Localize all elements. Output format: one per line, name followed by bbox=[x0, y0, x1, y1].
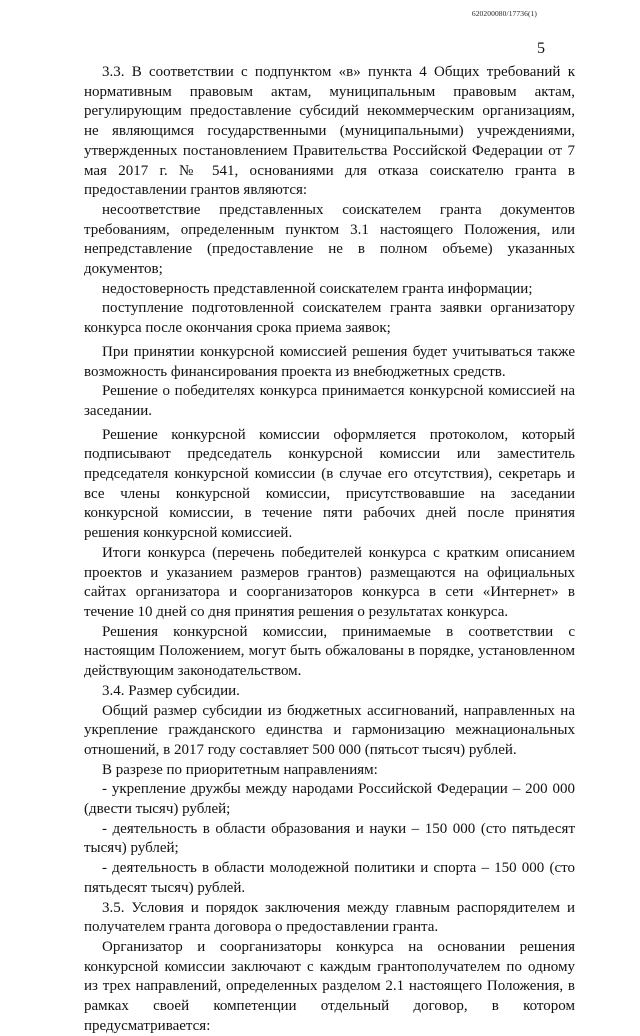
list-item-education-science: - деятельность в области образования и науки – 150 000 (сто пятьдесят тысяч) рублей; bbox=[84, 820, 575, 857]
paragraph-results-publication: Итоги конкурса (перечень победителей конкурса с кратким описанием проектов и указанием размеров грантов) размещаются на официальных сайтах организатора и соорганизаторов конкурса в сети «Интернет» в течение 10 дней со дня принятия решения о результатах конкурса. bbox=[84, 544, 575, 620]
paragraph-ground-unreliable-info: недостоверность представленной соискателем гранта информации; bbox=[102, 280, 533, 297]
document-body bbox=[84, 63, 575, 1036]
paragraph-extrabudgetary-funding: При принятии конкурсной комиссией решения будет учитываться также возможность финансирования проекта из внебюджетных средств. bbox=[84, 343, 575, 380]
paragraph-contract-conclusion: Организатор и соорганизаторы конкурса на основании решения конкурсной комиссии заключают с каждым грантополучателем по одному из трех направлений, определенных разделом 2.1 настоящего Положения, в рамках своей компетенции отдельный договор, в котором предусматривается: bbox=[84, 938, 575, 1034]
paragraph-ground-late-submission: поступление подготовленной соискателем гранта заявки организатору конкурса после окончания срока приема заявок; bbox=[84, 300, 575, 337]
paragraph-3-5-heading: 3.5. Условия и порядок заключения между главным распорядителем и получателем гранта договора о предоставлении гранта. bbox=[84, 899, 575, 936]
paragraph-priority-directions: В разрезе по приоритетным направлениям: bbox=[102, 761, 378, 778]
paragraph-winners-decision: Решение о победителях конкурса принимается конкурсной комиссией на заседании. bbox=[84, 383, 575, 419]
paragraph-appeal: Решения конкурсной комиссии, принимаемые в соответствии с настоящим Положением, могут быть обжалованы в порядке, установленном действующим законодательством. bbox=[84, 623, 575, 680]
page-number: 5 bbox=[537, 40, 545, 57]
list-item-friendship: - укрепление дружбы между народами Российской Федерации – 200 000 (двести тысяч) рублей; bbox=[84, 781, 575, 818]
document-registration-code: 620200080/17736(1) bbox=[471, 9, 537, 18]
list-item-youth-sport: - деятельность в области молодежной политики и спорта – 150 000 (сто пятьдесят тысяч) рублей. bbox=[84, 860, 575, 896]
paragraph-3-3: 3.3. В соответствии с подпунктом «в» пункта 4 Общих требований к нормативным правовым актам, муниципальным правовым актам, регулирующим предоставление субсидий некоммерческим организациям, не являющимся государственными (муниципальными) учреждениями, утвержденных постановлением Правительства Российской Федерации от 7 мая 2017 г. № 541, основаниями для отказа соискателю гранта в предоставлении грантов являются: bbox=[84, 64, 575, 199]
paragraph-commission-protocol: Решение конкурсной комиссии оформляется протоколом, который подписывают председатель конкурсной комиссии или заместитель председателя конкурсной комиссии (в случае его отсутствия), секретарь и все члены конкурсной комиссии, присутствовавшие на заседании конкурсной комиссии, в течение пяти рабочих дней после принятия решения конкурсной комиссией. bbox=[84, 426, 575, 542]
paragraph-ground-documents: несоответствие представленных соискателем гранта документов требованиям, определенным пунктом 3.1 настоящего Положения, или непредставление (предоставление не в полном объеме) указанных документов; bbox=[84, 201, 575, 278]
paragraph-3-4-heading: 3.4. Размер субсидии. bbox=[102, 682, 240, 699]
paragraph-total-subsidy: Общий размер субсидии из бюджетных ассигнований, направленных на укрепление гражданского единства и гармонизацию межнациональных отношений, в 2017 году составляет 500 000 (пятьсот тысяч) рублей. bbox=[84, 702, 575, 758]
